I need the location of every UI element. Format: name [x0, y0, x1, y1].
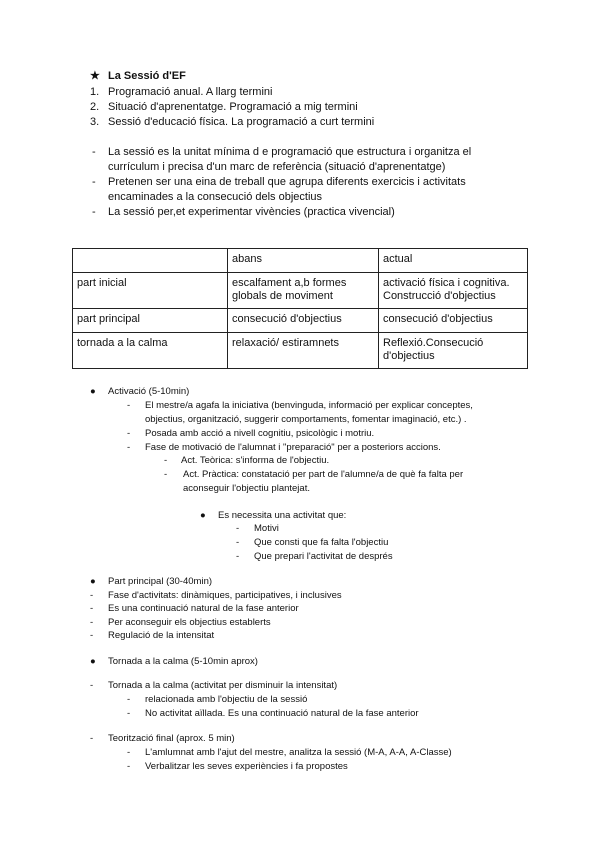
list-item: Posada amb acció a nivell cognitiu, psicològic i motriu. [145, 428, 375, 439]
intro-text: encaminades a la consecució dels objectius [108, 191, 323, 203]
dash-marker: - [164, 469, 168, 480]
list-item: Act. Pràctica: constatació per part de l'alumne/a de què fa falta per [183, 469, 464, 480]
list-item: L'amlumnat amb l'ajut del mestre, analitza la sessió (M-A, A-A, A-Classe) [145, 747, 452, 758]
sub-heading: Es necessita una activitat que: [218, 510, 347, 521]
dash-marker: - [90, 733, 94, 744]
intro-text: La sessió per,et experimentar vivències (practica vivencial) [108, 206, 395, 218]
intro-text: Pretenen ser una eina de treball que agrupa diferents exercicis i activitats [108, 176, 466, 188]
bullet-marker: ● [200, 510, 206, 521]
intro-text: La sessió es la unitat mínima d e programació que estructura i organitza el [108, 146, 472, 158]
dash-marker: - [127, 400, 131, 411]
table-cell: relaxació/ estiramnets [228, 333, 379, 369]
bullet-marker: ● [90, 386, 96, 397]
list-item: Fase de motivació de l'alumnat i "preparació" per a posteriors accions. [145, 442, 441, 453]
table-row [73, 273, 528, 309]
dash-marker: - [127, 708, 131, 719]
list-item: relacionada amb l'objectiu de la sessió [145, 694, 308, 705]
page-title: La Sessió d'EF [108, 70, 186, 82]
list-number: 2. [90, 101, 100, 113]
bullet-marker: ● [90, 656, 96, 667]
dash-marker: - [90, 617, 94, 628]
table-cell: tornada a la calma [73, 333, 228, 369]
dash-marker: - [90, 603, 94, 614]
dash-marker: - [127, 442, 131, 453]
table-header-cell: abans [228, 249, 379, 273]
comparison-table [72, 248, 528, 369]
table-cell: Reflexió.Consecució d'objectius [379, 333, 528, 369]
table-cell: consecució d'objectius [379, 309, 528, 333]
dash-marker: - [90, 630, 94, 641]
dash-marker: - [127, 694, 131, 705]
list-number: 1. [90, 86, 100, 98]
dash-marker: - [92, 146, 96, 158]
star-icon: ★ [90, 70, 100, 82]
dash-marker: - [90, 590, 94, 601]
section-heading: Teorització final (aprox. 5 min) [108, 733, 235, 744]
list-item: Situació d'aprenentatge. Programació a mig termini [108, 101, 358, 113]
list-item: Que prepari l'activitat de després [254, 551, 393, 562]
list-item: No activitat aïllada. Es una continuació natural de la fase anterior [145, 708, 419, 719]
list-item: Programació anual. A llarg termini [108, 86, 273, 98]
table-row [73, 309, 528, 333]
list-item: Act. Teòrica: s'informa de l'objectiu. [181, 455, 330, 466]
dash-marker: - [90, 680, 94, 691]
list-item: Regulació de la intensitat [108, 630, 215, 641]
list-item: Verbalitzar les seves experiències i fa propostes [145, 761, 348, 772]
list-item: El mestre/a agafa la iniciativa (benvinguda, informació per explicar conceptes, [145, 400, 473, 411]
dash-marker: - [236, 551, 240, 562]
list-item: Que consti que fa falta l'objectiu [254, 537, 389, 548]
list-number: 3. [90, 116, 100, 128]
table-header-cell [73, 249, 228, 273]
section-heading: Activació (5-10min) [108, 386, 190, 397]
dash-marker: - [127, 747, 131, 758]
dash-marker: - [127, 428, 131, 439]
table-cell: part inicial [73, 273, 228, 309]
list-item: Per aconseguir els objectius establerts [108, 617, 271, 628]
sub-heading: Tornada a la calma (activitat per disminuir la intensitat) [108, 680, 338, 691]
table-header-cell: actual [379, 249, 528, 273]
dash-marker: - [127, 761, 131, 772]
list-item: Es una continuació natural de la fase anterior [108, 603, 299, 614]
list-item: Motivi [254, 523, 279, 534]
table-cell: activació física i cognitiva. Construcció d'objectius [379, 273, 528, 309]
table-cell: consecució d'objectius [228, 309, 379, 333]
table-header-row [73, 249, 528, 273]
dash-marker: - [236, 523, 240, 534]
table-cell: part principal [73, 309, 228, 333]
list-item: aconseguir l'objectiu plantejat. [183, 483, 310, 494]
bullet-marker: ● [90, 576, 96, 587]
list-item: objectius, organització, suggerir comportaments, fomentar imaginació, etc.) . [145, 414, 467, 425]
dash-marker: - [164, 455, 168, 466]
dash-marker: - [92, 176, 96, 188]
dash-marker: - [92, 206, 96, 218]
table-row [73, 333, 528, 369]
section-heading: Part principal (30-40min) [108, 576, 213, 587]
intro-text: currículum i precisa d'un marc de referència (situació d'aprenentatge) [108, 161, 446, 173]
table-cell: escalfament a,b formes globals de moviment [228, 273, 379, 309]
list-item: Fase d'activitats: dinàmiques, participatives, i inclusives [108, 590, 342, 601]
dash-marker: - [236, 537, 240, 548]
section-heading: Tornada a la calma (5-10min aprox) [108, 656, 258, 667]
list-item: Sessió d'educació física. La programació a curt termini [108, 116, 375, 128]
